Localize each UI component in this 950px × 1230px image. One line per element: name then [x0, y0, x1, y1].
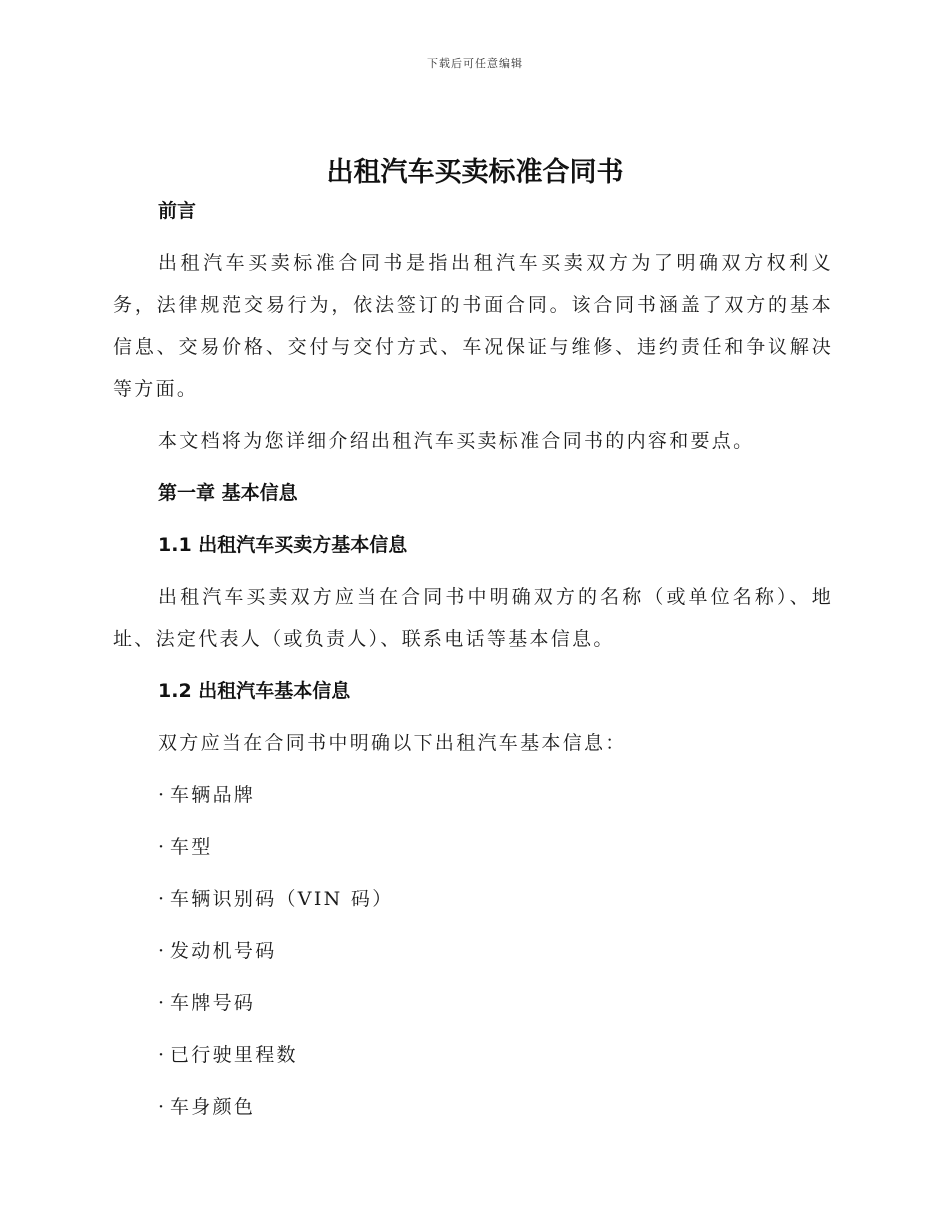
list-item — [113, 1034, 833, 1076]
bullet-mark: · — [158, 1096, 167, 1118]
list-item-text: 车型 — [170, 836, 213, 858]
list-item-text: 车身颜色 — [170, 1096, 256, 1118]
header-note: 下载后可任意编辑 — [427, 57, 523, 70]
section-1-2-heading: 1.2 出租汽车基本信息 — [158, 680, 351, 702]
document-body — [113, 190, 833, 1138]
preface-heading: 前言 — [158, 200, 197, 222]
document-title: 出租汽车买卖标准合同书 — [326, 157, 624, 188]
bullet-mark: · — [158, 1044, 167, 1066]
list-item-text: 车辆识别码（VIN 码） — [170, 888, 394, 910]
list-item-text: 发动机号码 — [170, 940, 277, 962]
preface-paragraph-2: 本文档将为您详细介绍出租汽车买卖标准合同书的内容和要点。 — [158, 430, 755, 452]
list-item — [113, 982, 833, 1024]
vehicle-info-list — [113, 774, 833, 1128]
chapter-1-heading: 第一章 基本信息 — [158, 482, 298, 504]
bullet-mark: · — [158, 888, 167, 910]
list-item-text: 车辆品牌 — [170, 784, 256, 806]
bullet-mark: · — [158, 992, 167, 1014]
list-item — [113, 1086, 833, 1128]
list-item — [113, 878, 833, 920]
list-item-text: 已行驶里程数 — [170, 1044, 298, 1066]
list-item — [113, 930, 833, 972]
bullet-mark: · — [158, 940, 167, 962]
preface-paragraph-1: 出租汽车买卖标准合同书是指出租汽车买卖双方为了明确双方权利义务，法律规范交易行为，依法签订的书面合同。该合同书涵盖了双方的基本信息、交易价格、交付与交付方式、车况保证与维修、违约责任和争议解决等方面。 — [113, 252, 833, 400]
list-item-text: 车牌号码 — [170, 992, 256, 1014]
bullet-mark: · — [158, 836, 167, 858]
section-1-2-intro: 双方应当在合同书中明确以下出租汽车基本信息： — [158, 732, 627, 754]
section-1-1-paragraph: 出租汽车买卖双方应当在合同书中明确双方的名称（或单位名称）、地址、法定代表人（或负责人）、联系电话等基本信息。 — [113, 586, 833, 650]
list-item — [113, 826, 833, 868]
bullet-mark: · — [158, 784, 167, 806]
section-1-1-heading: 1.1 出租汽车买卖方基本信息 — [158, 534, 408, 556]
list-item — [113, 774, 833, 816]
